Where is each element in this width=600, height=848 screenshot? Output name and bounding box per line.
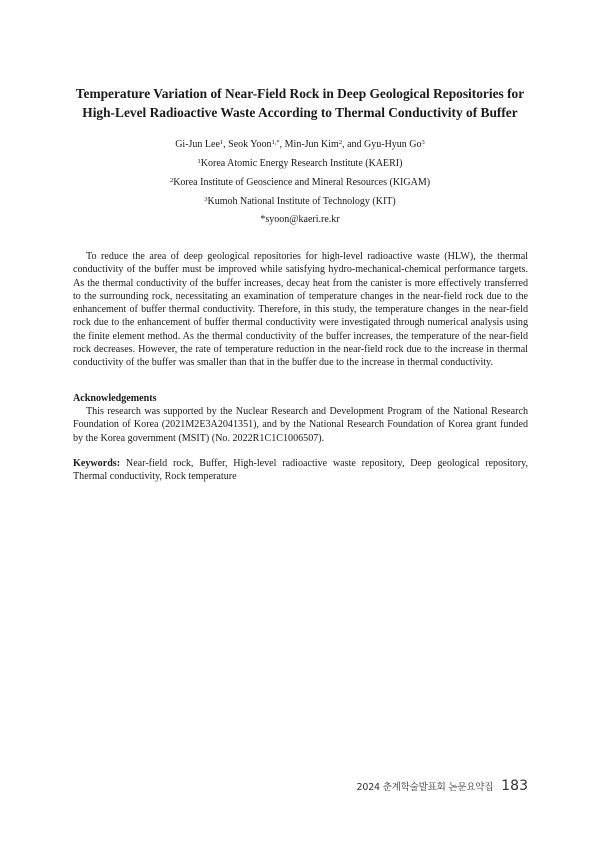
affiliation-text: Korea Institute of Geoscience and Mineral Resources (KIGAM) [173, 177, 431, 188]
author-name: Seok Yoon [228, 139, 272, 150]
affiliation-mark: 2 [169, 177, 174, 184]
keywords-section [73, 457, 528, 484]
title-line-2: High-Level Radioactive Waste According to Thermal Conductivity of Buffer [82, 105, 518, 120]
affiliation-text: Korea Atomic Energy Research Institute (KAERI) [200, 158, 403, 169]
author-separator: , [279, 139, 285, 150]
acknowledgements-text: This research was supported by the Nuclear Research and Development Program of the National Research Foundation of Korea (2021M2E3A2041351), and by the National Research Foundation of Korea grant funded by the Korea government (MSIT) (No. 2022R1C1C1006507). [73, 406, 528, 444]
author-separator: , [223, 139, 229, 150]
affiliation-mark: 1 [197, 158, 201, 165]
affiliation-1 [60, 157, 540, 171]
affiliation-mark: 3 [204, 196, 208, 203]
affiliation-2 [60, 176, 540, 190]
author-name: Gyu-Hyun Go [364, 139, 422, 150]
author-affiliation-mark: 1,* [271, 139, 280, 146]
page-number: 183 [501, 778, 528, 794]
acknowledgements-heading: Acknowledgements [73, 393, 157, 404]
keywords-text: Near-field rock, Buffer, High-level radioactive waste repository, Deep geological repository, Thermal conductivity, Rock temperature [73, 458, 528, 483]
keywords-label: Keywords: [73, 458, 121, 469]
affiliation-text: Kumoh National Institute of Technology (KIT) [207, 196, 396, 207]
conference-proceedings-label: 2024 춘계학술발표회 논문요약집 [356, 782, 494, 793]
author-separator: , and [342, 139, 365, 150]
corresponding-email: *syoon@kaeri.re.kr [260, 214, 340, 225]
author-affiliation-mark: 1 [219, 139, 224, 146]
abstract-paragraph: To reduce the area of deep geological repositories for high-level radioactive waste (HLW), the thermal conductivity of the buffer must be improved while satisfying hydro-mechanical-chemical performance targets. As the thermal conductivity of the buffer increases, decay heat from the canister is more effectively transferred to the surrounding rock, necessitating an examination of temperature changes in the near-field rock due to the enhancement of buffer thermal conductivity. Therefore, in this study, the temperature changes in the near-field rock due to the enhancement of buffer thermal conductivity were investigated through numerical analysis using the finite element method. As the thermal conductivity of the buffer increases, the temperature of the near-field rock decreases. However, the rate of temperature reduction in the near-field rock due to the increase in thermal conductivity of the buffer was smaller than that in the buffer due to the increase in thermal conductivity. [73, 251, 528, 369]
author-affiliation-mark: 3 [421, 139, 425, 146]
affiliation-3 [60, 195, 540, 209]
author-name: Gi-Jun Lee [175, 139, 220, 150]
paper-title [60, 84, 540, 122]
page-footer [357, 778, 528, 794]
author-name: Min-Jun Kim [284, 139, 339, 150]
title-line-1: Temperature Variation of Near-Field Rock in Deep Geological Repositories for [75, 86, 525, 101]
author-affiliation-mark: 2 [338, 139, 343, 146]
author-list [60, 138, 540, 152]
